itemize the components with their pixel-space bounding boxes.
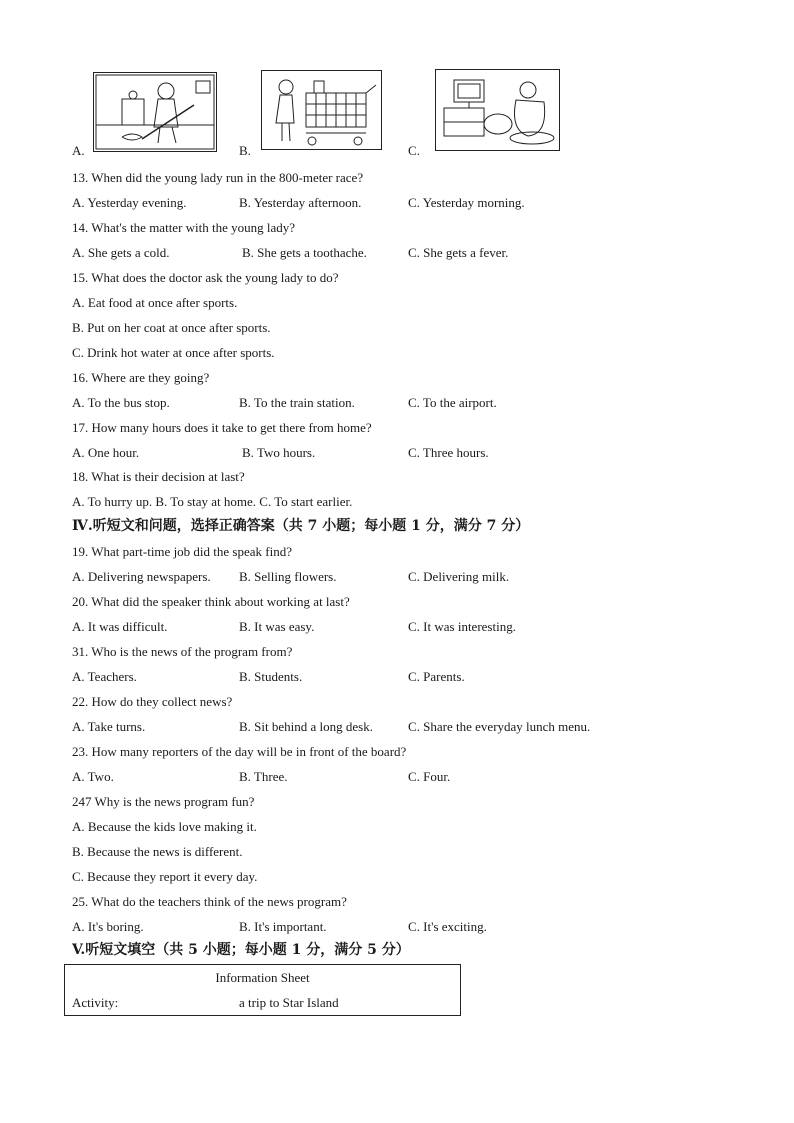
sweeping-girl-picture — [93, 72, 217, 152]
q22-option-c[interactable]: C. Share the everyday lunch menu. — [408, 719, 591, 734]
question-24: 247 Why is the news program fun? — [72, 794, 255, 809]
q15-option-a[interactable]: A. Eat food at once after sports. — [72, 295, 238, 310]
q13-option-b[interactable]: B. Yesterday afternoon. — [239, 195, 362, 210]
question-19: 19. What part-time job did the speak find? — [72, 544, 292, 559]
q31-option-a[interactable]: A. Teachers. — [72, 669, 137, 684]
q22-option-b[interactable]: B. Sit behind a long desk. — [239, 719, 373, 734]
q17-option-a[interactable]: A. One hour. — [72, 445, 140, 460]
question-14: 14. What's the matter with the young lady? — [72, 220, 296, 235]
information-sheet-table — [64, 964, 461, 1016]
question-23: 23. How many reporters of the day will be in front of the board? — [72, 744, 407, 759]
question-22: 22. How do they collect news? — [72, 694, 233, 709]
question-25: 25. What do the teachers think of the news program? — [72, 894, 347, 909]
q14-option-b[interactable]: B. She gets a toothache. — [242, 245, 367, 260]
q24-option-c[interactable]: C. Because they report it every day. — [72, 869, 258, 884]
q20-option-b[interactable]: B. It was easy. — [239, 619, 315, 634]
q25-option-c[interactable]: C. It's exciting. — [408, 919, 487, 934]
picture-option-c-label: C. — [408, 143, 420, 158]
q31-option-b[interactable]: B. Students. — [239, 669, 303, 684]
q22-option-a[interactable]: A. Take turns. — [72, 719, 146, 734]
question-18: 18. What is their decision at last? — [72, 469, 245, 484]
q16-option-a[interactable]: A. To the bus stop. — [72, 395, 170, 410]
q24-option-a[interactable]: A. Because the kids love making it. — [72, 819, 257, 834]
q15-option-b[interactable]: B. Put on her coat at once after sports. — [72, 320, 271, 335]
q13-option-a[interactable]: A. Yesterday evening. — [72, 195, 187, 210]
q19-option-b[interactable]: B. Selling flowers. — [239, 569, 337, 584]
question-20: 20. What did the speaker think about working at last? — [72, 594, 350, 609]
q18-options[interactable]: A. To hurry up. B. To stay at home. C. To start earlier. — [72, 494, 353, 509]
q14-option-c[interactable]: C. She gets a fever. — [408, 245, 509, 260]
q17-option-c[interactable]: C. Three hours. — [408, 445, 489, 460]
q19-option-c[interactable]: C. Delivering milk. — [408, 569, 510, 584]
section-iv-heading: Ⅳ.听短文和问题，选择正确答案（共 7 小题；每小题 1 分，满分 7 分） — [72, 518, 530, 534]
q23-option-b[interactable]: B. Three. — [239, 769, 288, 784]
q25-option-b[interactable]: B. It's important. — [239, 919, 327, 934]
q24-option-b[interactable]: B. Because the news is different. — [72, 844, 243, 859]
information-sheet-title: Information Sheet — [215, 970, 310, 985]
question-13: 13. When did the young lady run in the 800-meter race? — [72, 170, 364, 185]
picture-option-b-label: B. — [239, 143, 251, 158]
q16-option-c[interactable]: C. To the airport. — [408, 395, 497, 410]
tv-girl-picture — [435, 69, 560, 151]
q13-option-c[interactable]: C. Yesterday morning. — [408, 195, 525, 210]
q25-option-a[interactable]: A. It's boring. — [72, 919, 144, 934]
shopping-cart-picture — [261, 70, 382, 150]
q23-option-a[interactable]: A. Two. — [72, 769, 114, 784]
question-17: 17. How many hours does it take to get there from home? — [72, 420, 372, 435]
question-31: 31. Who is the news of the program from? — [72, 644, 293, 659]
q31-option-c[interactable]: C. Parents. — [408, 669, 465, 684]
q15-option-c[interactable]: C. Drink hot water at once after sports. — [72, 345, 275, 360]
question-15: 15. What does the doctor ask the young lady to do? — [72, 270, 339, 285]
q16-option-b[interactable]: B. To the train station. — [239, 395, 355, 410]
picture-option-a-label: A. — [72, 143, 85, 158]
q19-option-a[interactable]: A. Delivering newspapers. — [72, 569, 211, 584]
q20-option-a[interactable]: A. It was difficult. — [72, 619, 168, 634]
q23-option-c[interactable]: C. Four. — [408, 769, 451, 784]
activity-value: a trip to Star Island — [239, 995, 339, 1010]
q20-option-c[interactable]: C. It was interesting. — [408, 619, 516, 634]
q17-option-b[interactable]: B. Two hours. — [242, 445, 316, 460]
activity-label: Activity: — [72, 995, 119, 1010]
section-v-heading: V.听短文填空（共 5 小题；每小题 1 分，满分 5 分） — [72, 942, 410, 958]
q14-option-a[interactable]: A. She gets a cold. — [72, 245, 170, 260]
question-16: 16. Where are they going? — [72, 370, 210, 385]
